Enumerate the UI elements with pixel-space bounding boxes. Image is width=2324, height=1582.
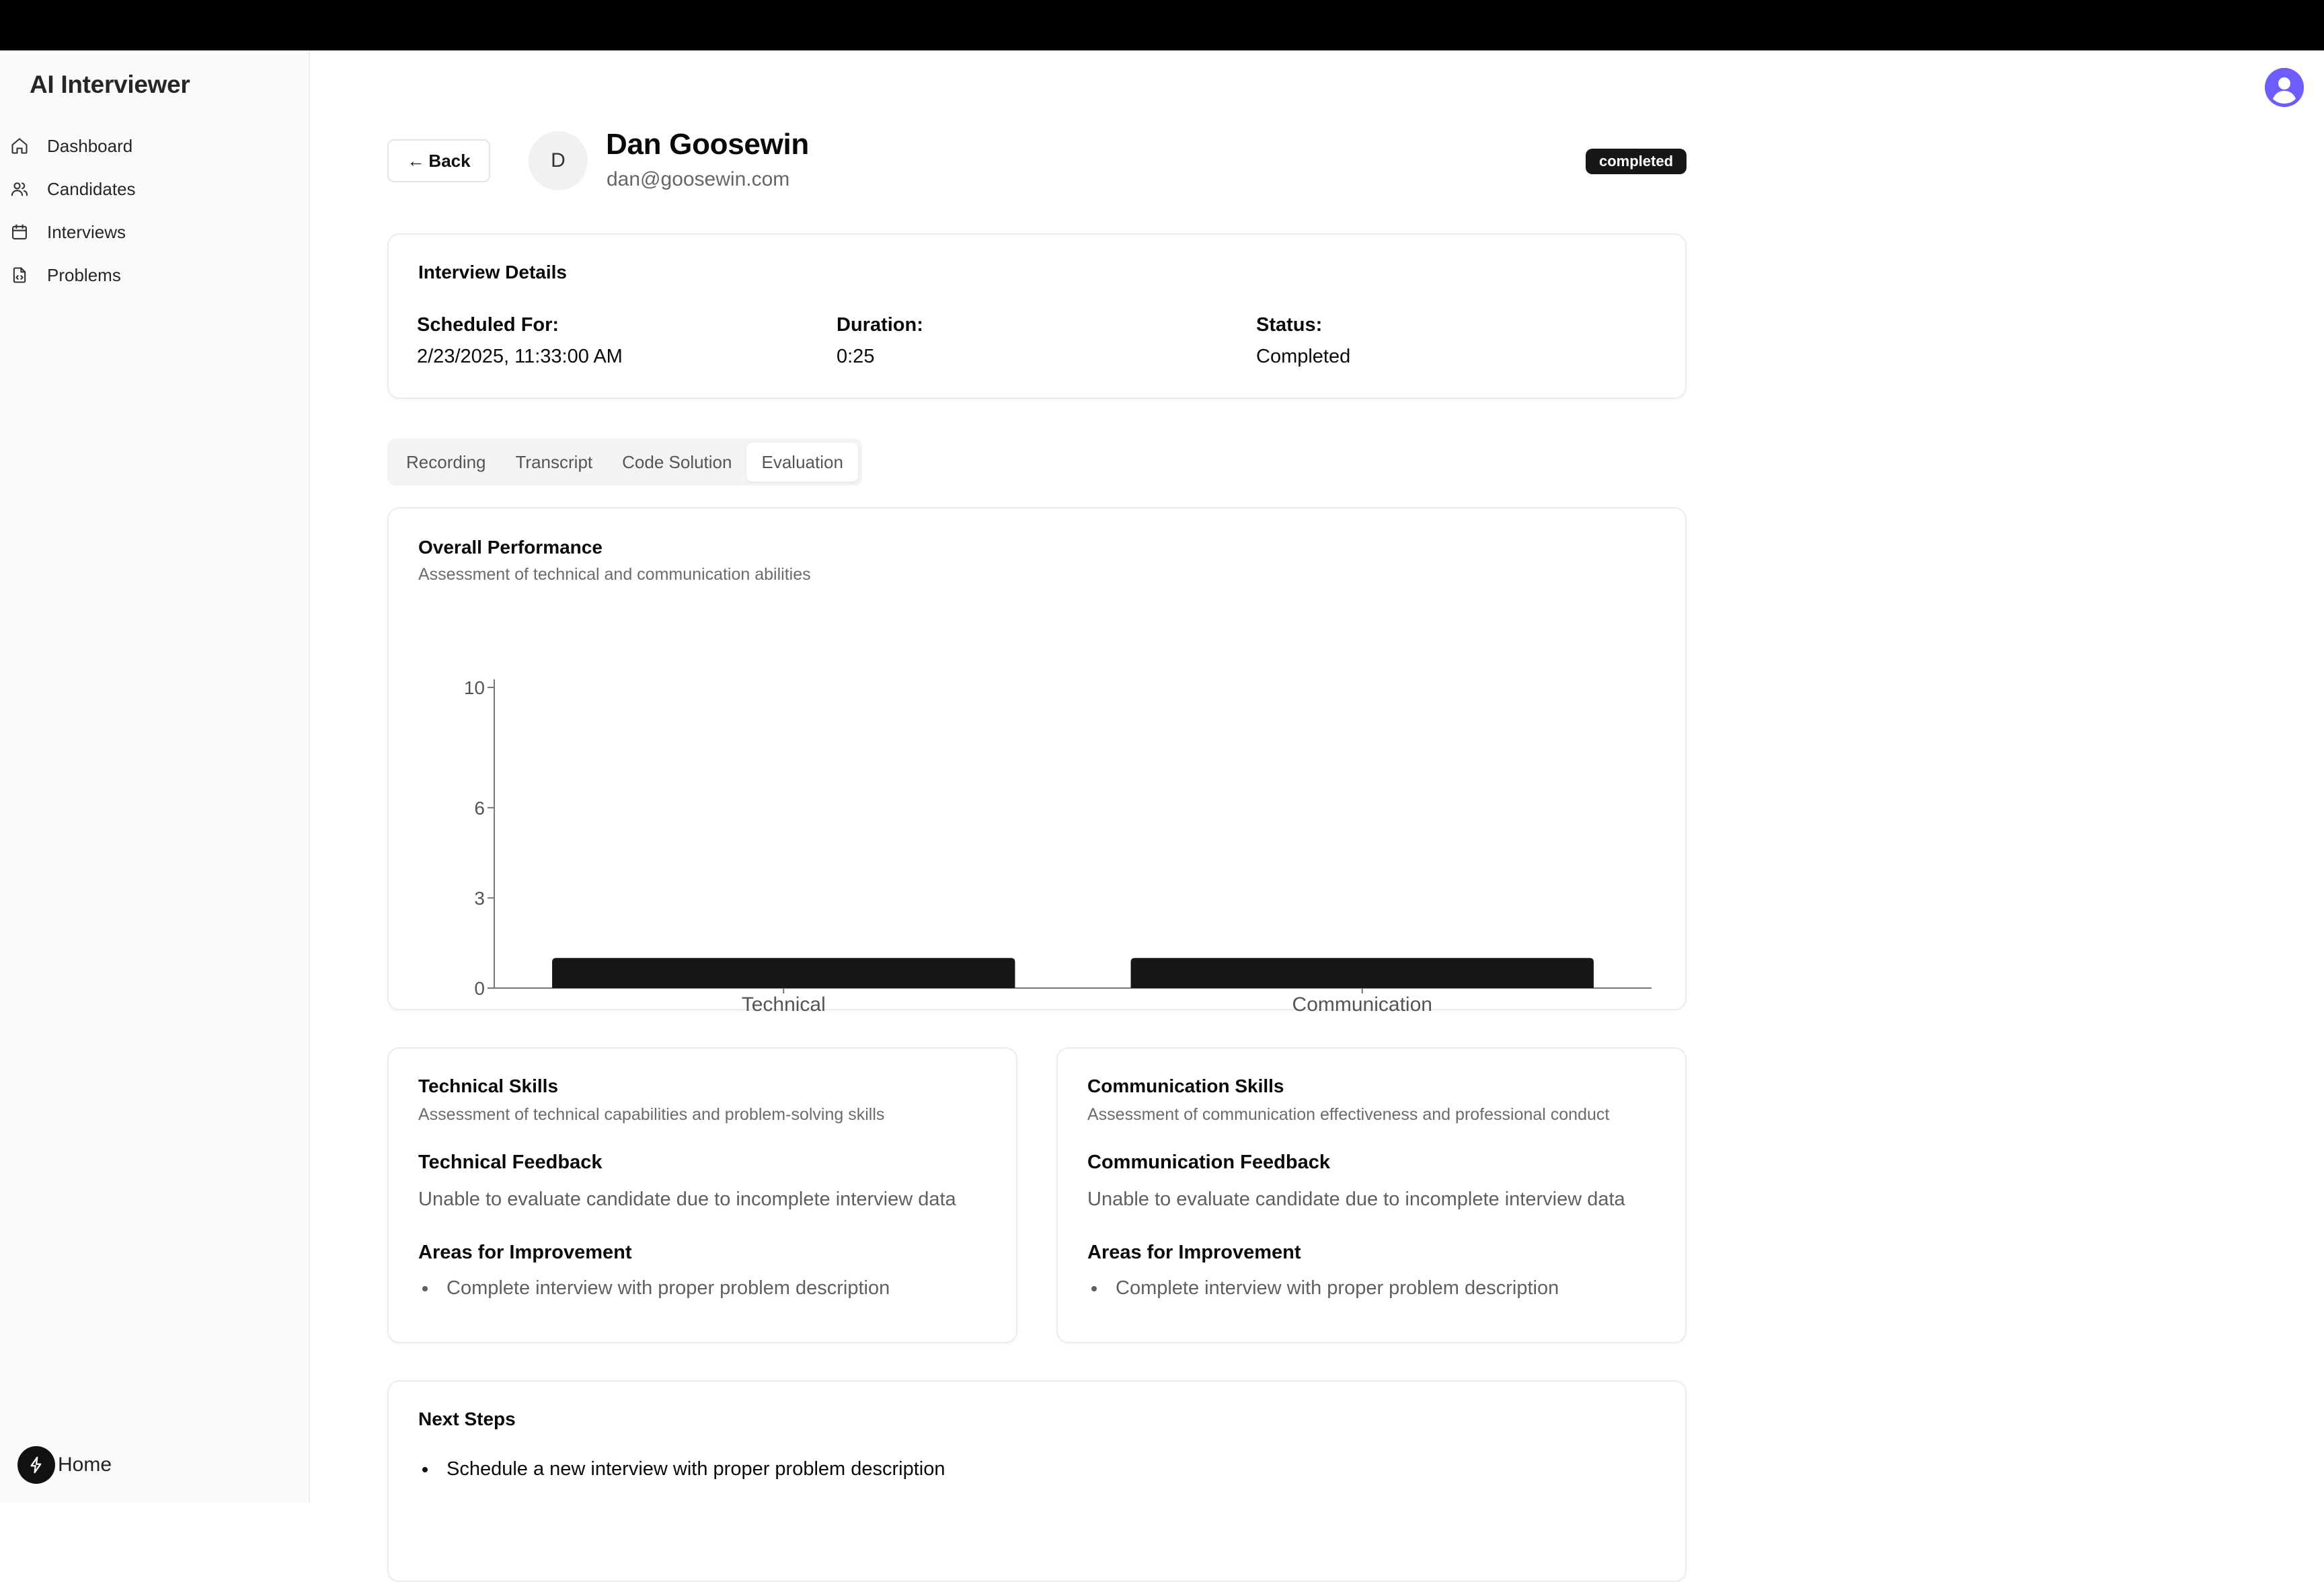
candidate-name: Dan Goosewin xyxy=(606,128,809,161)
sidebar-item-dashboard[interactable] xyxy=(9,124,292,167)
overall-performance-subtitle: Assessment of technical and communication abilities xyxy=(418,565,811,584)
home-label: Home xyxy=(58,1454,112,1476)
performance-bar-chart xyxy=(429,609,1639,1016)
calendar-icon xyxy=(9,222,30,242)
communication-improvement-title: Areas for Improvement xyxy=(1087,1242,1301,1263)
list-item xyxy=(418,1277,996,1300)
sidebar-item-label: Candidates xyxy=(47,178,136,199)
x-tick-label: Communication xyxy=(1292,993,1432,1016)
y-tick-label: 6 xyxy=(474,797,485,819)
back-button[interactable] xyxy=(387,139,490,182)
technical-feedback-title: Technical Feedback xyxy=(418,1152,603,1173)
status-label: Status: xyxy=(1256,314,1323,336)
communication-skills-subtitle: Assessment of communication effectiveness and professional conduct xyxy=(1087,1105,1610,1124)
communication-skills-card xyxy=(1056,1047,1687,1343)
list-item xyxy=(418,1458,945,1480)
overall-performance-card xyxy=(387,507,1687,1016)
scheduled-for-label: Scheduled For: xyxy=(417,314,559,336)
arrow-left-icon: ← xyxy=(407,150,425,171)
bar-communication xyxy=(1131,958,1594,988)
app-title: AI Interviewer xyxy=(30,71,190,98)
y-tick-label: 3 xyxy=(474,887,485,909)
technical-improvement-list xyxy=(418,1277,996,1300)
communication-skills-title: Communication Skills xyxy=(1087,1076,1284,1096)
sidebar-item-label: Interviews xyxy=(47,221,126,242)
technical-feedback-text: Unable to evaluate candidate due to incomplete interview data xyxy=(418,1189,956,1210)
sidebar-item-label: Problems xyxy=(47,264,121,285)
y-tick-label: 10 xyxy=(463,677,485,698)
tab-code-solution[interactable]: Code Solution xyxy=(622,451,732,472)
home-link[interactable] xyxy=(17,1446,112,1484)
sidebar-item-interviews[interactable] xyxy=(9,211,292,254)
sidebar xyxy=(0,50,310,1503)
list-item-text: Complete interview with proper problem description xyxy=(1116,1277,1559,1299)
overall-performance-title: Overall Performance xyxy=(418,537,603,558)
interview-details-title: Interview Details xyxy=(418,262,567,282)
sidebar-item-candidates[interactable] xyxy=(9,167,292,211)
duration-label: Duration: xyxy=(837,314,923,336)
next-steps-card xyxy=(387,1380,1687,1582)
home-icon xyxy=(9,136,30,156)
list-item xyxy=(1087,1277,1665,1300)
y-tick-label: 0 xyxy=(474,978,485,999)
user-icon xyxy=(2265,68,2304,107)
communication-improvement-list xyxy=(1087,1277,1665,1300)
tab-transcript[interactable]: Transcript xyxy=(515,451,593,472)
back-button-label: Back xyxy=(428,150,471,171)
tab-bar xyxy=(387,439,862,486)
candidate-email: dan@goosewin.com xyxy=(607,168,790,190)
tab-recording[interactable]: Recording xyxy=(406,451,486,472)
scheduled-for-value: 2/23/2025, 11:33:00 AM xyxy=(417,346,623,367)
user-avatar-button[interactable] xyxy=(2265,68,2304,107)
duration-value: 0:25 xyxy=(837,346,875,367)
technical-improvement-title: Areas for Improvement xyxy=(418,1242,632,1263)
communication-feedback-title: Communication Feedback xyxy=(1087,1152,1330,1173)
list-item-text: Schedule a new interview with proper problem description xyxy=(447,1458,945,1480)
sidebar-nav xyxy=(9,124,292,297)
x-tick-label: Technical xyxy=(741,993,826,1016)
bar-technical xyxy=(552,958,1015,988)
technical-skills-card xyxy=(387,1047,1017,1343)
users-icon xyxy=(9,179,30,199)
next-steps-title: Next Steps xyxy=(418,1408,516,1429)
scheduled-for-field xyxy=(417,314,623,368)
list-item-text: Complete interview with proper problem description xyxy=(447,1277,890,1299)
window-top-bar xyxy=(0,0,2324,50)
duration-field xyxy=(837,314,923,368)
tab-evaluation[interactable]: Evaluation xyxy=(746,443,857,482)
file-icon xyxy=(9,265,30,285)
sidebar-item-label: Dashboard xyxy=(47,135,133,156)
status-value: Completed xyxy=(1256,346,1351,367)
status-field xyxy=(1256,314,1350,368)
communication-feedback-text: Unable to evaluate candidate due to incomplete interview data xyxy=(1087,1189,1625,1210)
sidebar-item-problems[interactable] xyxy=(9,254,292,297)
status-badge: completed xyxy=(1586,149,1687,174)
bolt-icon xyxy=(17,1446,55,1484)
technical-skills-title: Technical Skills xyxy=(418,1076,559,1096)
next-steps-list xyxy=(418,1458,945,1480)
candidate-avatar: D xyxy=(529,131,588,190)
technical-skills-subtitle: Assessment of technical capabilities and problem-solving skills xyxy=(418,1105,885,1124)
